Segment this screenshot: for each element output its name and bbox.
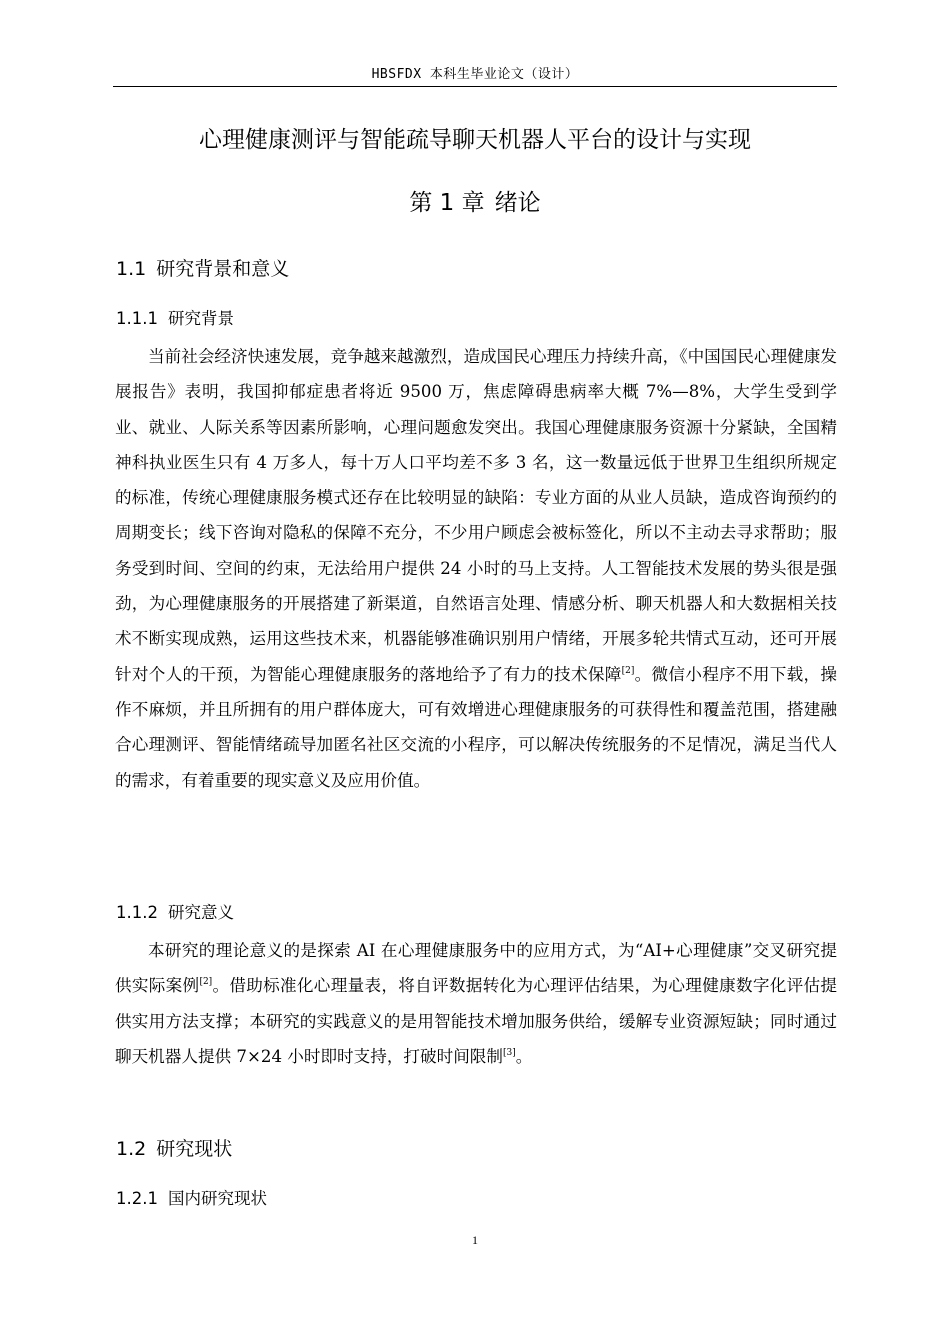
section-title: 研究现状 bbox=[156, 1138, 233, 1160]
paragraph-text: 本研究的理论意义的是探索 AI 在心理健康服务中的应用方式，为“AI+心理健康”交叉研究提供实际案例 bbox=[115, 941, 837, 996]
subsection-title: 研究意义 bbox=[167, 903, 234, 922]
chapter-title bbox=[113, 187, 837, 219]
section-title: 研究背景和意义 bbox=[156, 258, 290, 280]
paragraph-research-background bbox=[115, 339, 837, 798]
section-heading-1-1 bbox=[116, 256, 289, 282]
citation: [2] bbox=[199, 977, 213, 988]
citation: [2] bbox=[621, 665, 635, 676]
subsection-number: 1.1.1 bbox=[116, 309, 158, 328]
section-number: 1.1 bbox=[116, 258, 147, 280]
paper-title: 心理健康测评与智能疏导聊天机器人平台的设计与实现 bbox=[199, 127, 751, 153]
subsection-heading-1-1-1 bbox=[116, 307, 234, 331]
paragraph-research-significance bbox=[115, 933, 837, 1074]
section-number: 1.2 bbox=[116, 1138, 147, 1160]
section-heading-1-2 bbox=[116, 1136, 232, 1162]
citation: [3] bbox=[503, 1047, 516, 1058]
subsection-number: 1.1.2 bbox=[116, 903, 158, 922]
subsection-title: 国内研究现状 bbox=[167, 1189, 267, 1208]
paragraph-text: 当前社会经济快速发展，竞争越来越激烈，造成国民心理压力持续升高，《中国国民心理健康发展报告》表明，我国抑郁症患者将近 9500 万，焦虑障碍患病率大概 7%—8%，大学生受到学业、就业、人际关系等因素所影响，心理问题愈发突出。我国心理健康服务资源十分紧缺，全国精神科执业医生只有 4 万多人，每十万人口平均差不多 3 名，这一数量远低于世界卫生组织所规定的标准，传统心理健康服务模式还存在比较明显的缺陷：专业方面的从业人员缺，造成咨询预约的周期变长；线下咨询对隐私的保障不充分，不少用户顾虑会被标签化，所以不主动去寻求帮助；服务受到时间、空间的约束，无法给用户提供 24 小时的马上支持。人工智能技术发展的势头很是强劲，为心理健康服务的开展搭建了新渠道，自然语言处理、情感分析、聊天机器人和大数据相关技术不断实现成熟，运用这些技术来，机器能够准确识别用户情绪，开展多轮共情式互动，还可开展针对个人的干预，为智能心理健康服务的落地给予了有力的技术保障 bbox=[115, 347, 837, 684]
paragraph-text: 。微信小程序不用下载，操作不麻烦，并且所拥有的用户群体庞大，可有效增进心理健康服务的可获得性和覆盖范围，搭建融合心理测评、智能情绪疏导加匿名社区交流的小程序，可以解决传统服务的不足情况，满足当代人的需求，有着重要的现实意义及应用价值。 bbox=[115, 664, 838, 790]
chapter-number: 第 1 章 bbox=[409, 190, 485, 216]
subsection-heading-1-1-2 bbox=[116, 901, 234, 925]
subsection-number: 1.2.1 bbox=[116, 1189, 158, 1208]
page-number: 1 bbox=[472, 1233, 478, 1247]
subsection-title: 研究背景 bbox=[167, 309, 234, 328]
running-header: HBSFDX 本科生毕业论文（设计） bbox=[371, 67, 579, 82]
subsection-heading-1-2-1 bbox=[116, 1187, 267, 1211]
header-rule bbox=[113, 86, 837, 87]
chapter-name: 绪论 bbox=[494, 190, 541, 216]
paragraph-text: 。借助标准化心理量表，将自评数据转化为心理评估结果，为心理健康数字化评估提供实用方法支撑；本研究的实践意义的是用智能技术增加服务供给，缓解专业资源短缺；同时通过聊天机器人提供 7×24 小时即时支持，打破时间限制 bbox=[115, 976, 838, 1066]
paragraph-text: 。 bbox=[515, 1046, 533, 1066]
